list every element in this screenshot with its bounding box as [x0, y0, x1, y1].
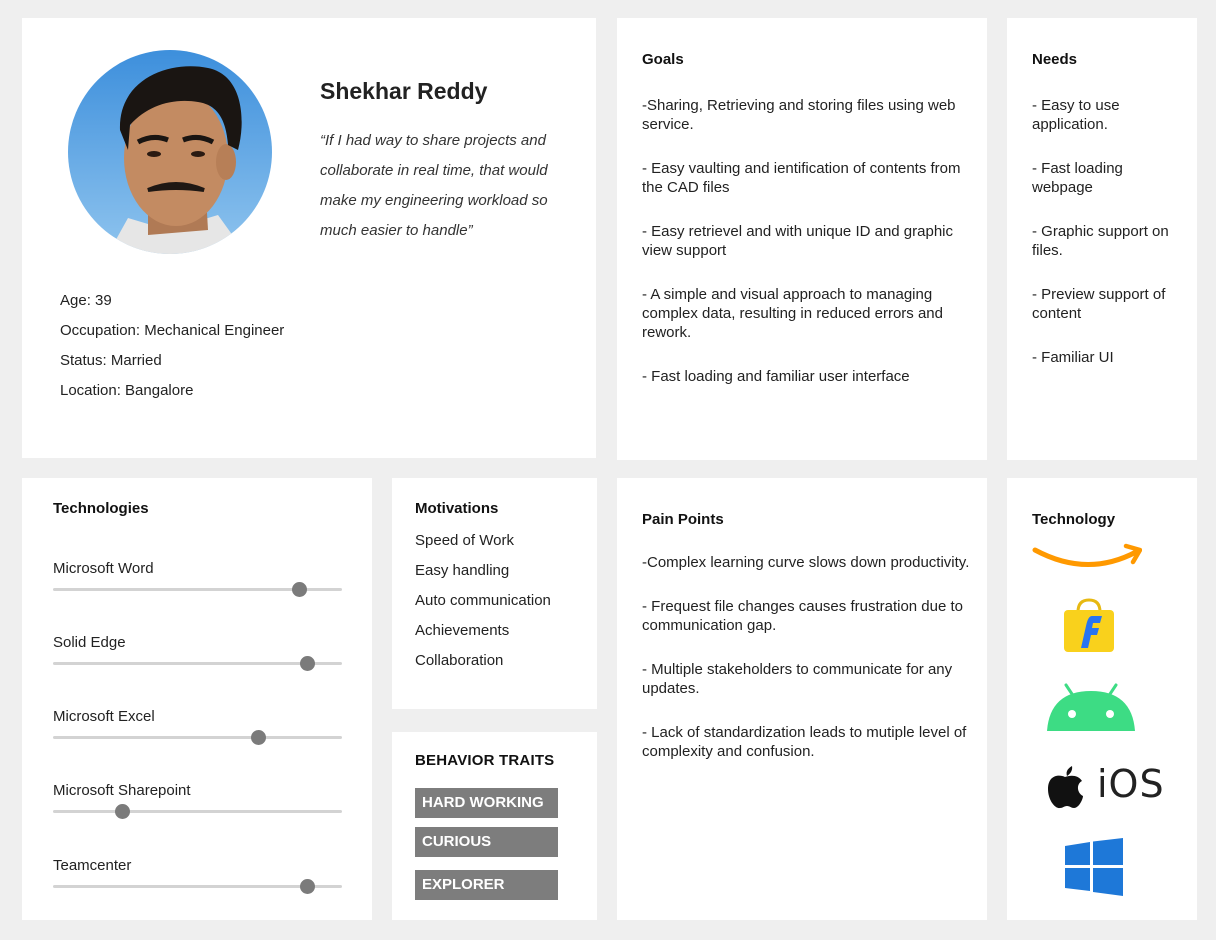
list-item: - Fast loading webpage [1032, 160, 1123, 196]
skill-level-knob[interactable] [292, 582, 307, 597]
skill-level-knob[interactable] [251, 730, 266, 745]
behavior-traits-card [392, 732, 597, 920]
list-item: Easy handling [415, 562, 510, 579]
skill-label: Microsoft Excel [53, 708, 155, 725]
skill-microsoft-excel [53, 708, 343, 748]
list-item: -Sharing, Retrieving and storing files using web service. [642, 97, 956, 133]
trait-badge-hard-working: HARD WORKING [415, 788, 558, 818]
apple-ios-logo-icon [1045, 760, 1165, 810]
pain-points-card [617, 478, 987, 920]
technology-title: Technology [1032, 511, 1116, 528]
avatar [68, 50, 272, 254]
trait-badge-curious: CURIOUS [415, 827, 558, 857]
skill-track [53, 885, 342, 888]
list-item: - Graphic support on files. [1032, 223, 1169, 259]
skill-solid-edge [53, 634, 343, 674]
needs-title: Needs [1032, 51, 1078, 68]
motivations-card [392, 478, 597, 709]
list-item: Collaboration [415, 652, 504, 669]
goals-list [642, 96, 972, 411]
skill-label: Solid Edge [53, 634, 126, 651]
skill-microsoft-sharepoint [53, 782, 343, 822]
technologies-title: Technologies [53, 500, 149, 517]
skill-track [53, 810, 342, 813]
goals-title: Goals [642, 51, 684, 68]
skill-label: Microsoft Word [53, 560, 154, 577]
list-item: - Preview support of content [1032, 286, 1166, 322]
fact-location: Location: Bangalore [60, 382, 194, 399]
amazon-logo-icon [1032, 542, 1142, 577]
needs-list [1032, 96, 1182, 392]
windows-logo-icon [1065, 838, 1123, 901]
fact-age: Age: 39 [60, 292, 112, 309]
skill-teamcenter [53, 857, 343, 897]
skill-microsoft-word [53, 560, 343, 600]
list-item: Speed of Work [415, 532, 514, 549]
skill-label: Teamcenter [53, 857, 132, 874]
list-item: - Lack of standardization leads to mutiple level of complexity and confusion. [642, 724, 967, 760]
motivations-list [415, 526, 551, 676]
list-item: - Easy vaulting and ientification of contents from the CAD files [642, 160, 961, 196]
goals-card [617, 18, 987, 460]
fact-status: Status: Married [60, 352, 162, 369]
motivations-title: Motivations [415, 500, 499, 517]
persona-name: Shekhar Reddy [320, 78, 488, 104]
list-item: Auto communication [415, 592, 551, 609]
persona-profile-card [22, 18, 596, 458]
skill-track [53, 662, 342, 665]
skill-track [53, 736, 342, 739]
list-item: Achievements [415, 622, 510, 639]
fact-occupation: Occupation: Mechanical Engineer [60, 322, 285, 339]
list-item: - Easy to use application. [1032, 97, 1120, 133]
list-item: - Frequest file changes causes frustration due to communication gap. [642, 598, 964, 634]
pain-points-list [642, 553, 972, 786]
list-item: - Easy retrievel and with unique ID and graphic view support [642, 223, 954, 259]
android-logo-icon [1046, 683, 1136, 738]
technology-logos-card [1007, 478, 1197, 920]
ios-label: iOS [1097, 762, 1165, 806]
skill-level-knob[interactable] [115, 804, 130, 819]
pain-points-title: Pain Points [642, 511, 724, 528]
list-item: - Multiple stakeholders to communicate for any updates. [642, 661, 953, 697]
trait-badge-explorer: EXPLORER [415, 870, 558, 900]
technologies-card [22, 478, 372, 920]
needs-card [1007, 18, 1197, 460]
skill-level-knob[interactable] [300, 879, 315, 894]
skill-label: Microsoft Sharepoint [53, 782, 191, 799]
flipkart-logo-icon [1062, 598, 1116, 659]
list-item: - A simple and visual approach to managing complex data, resulting in reduced errors and rework. [642, 286, 943, 341]
persona-facts [60, 286, 284, 406]
list-item: -Complex learning curve slows down productivity. [642, 554, 970, 571]
list-item: - Familiar UI [1032, 349, 1114, 366]
skill-level-knob[interactable] [300, 656, 315, 671]
behavior-traits-title: BEHAVIOR TRAITS [415, 752, 555, 769]
list-item: - Fast loading and familiar user interface [642, 368, 910, 385]
persona-quote: “If I had way to share projects and collaborate in real time, that would make my engineering workload so much easier to handle” [320, 132, 548, 239]
